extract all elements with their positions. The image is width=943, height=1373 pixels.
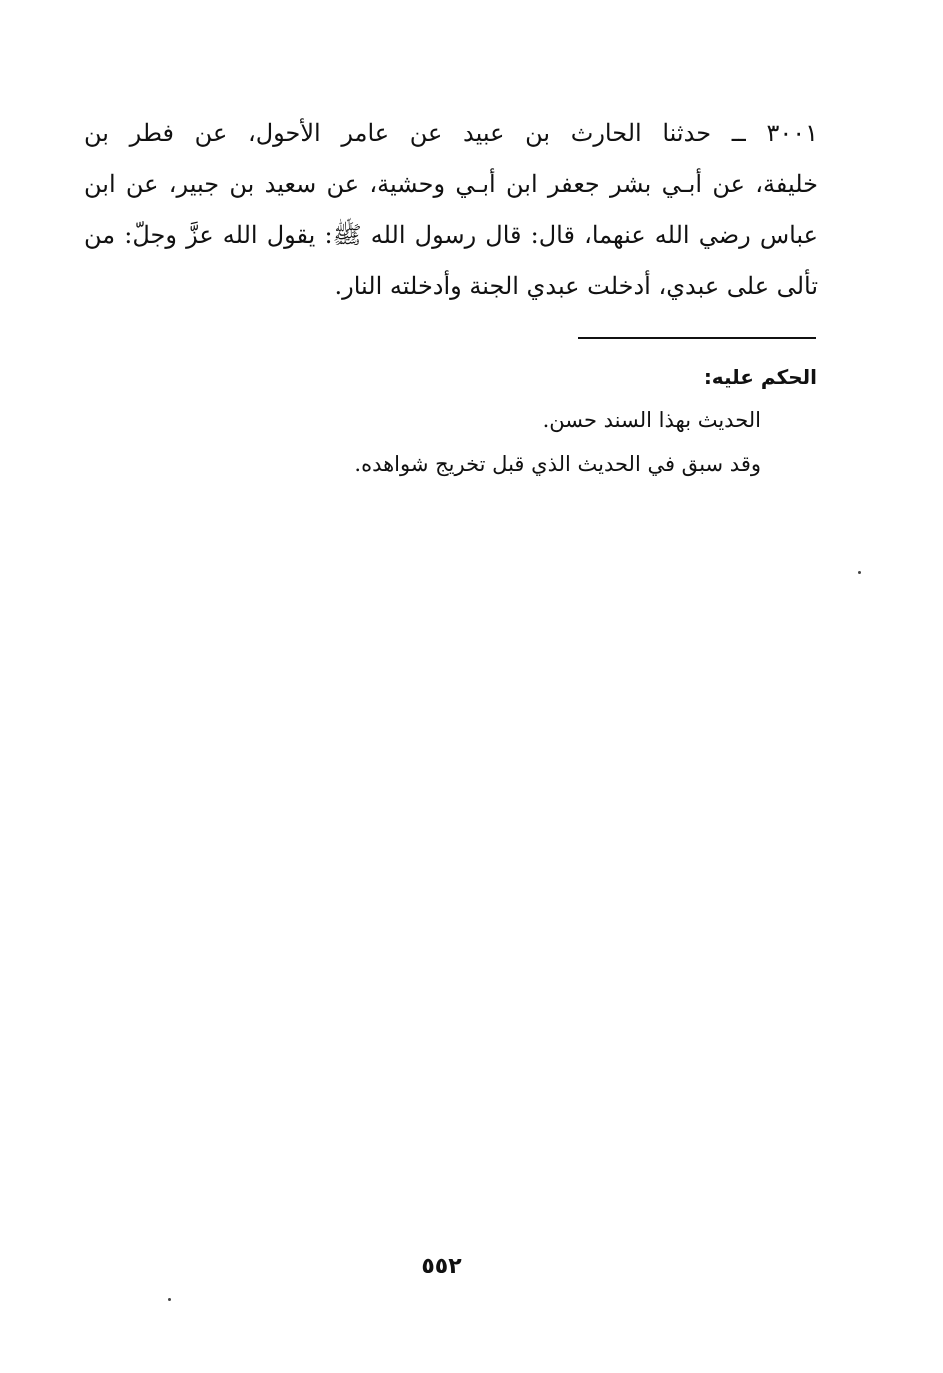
hadith-line-3: عباس رضي الله عنهما، قال: قال رسول الله ﷺ: يقول الله عزَّ وجلّ: من (84, 221, 818, 249)
hadith-text (84, 108, 818, 312)
page-number: ٥٥٢ (421, 1254, 462, 1279)
ruling-line-2: وقد سبق في الحديث الذي قبل تخريج شواهده. (354, 452, 761, 476)
hadith-line-4: تألى على عبدي، أدخلت عبدي الجنة وأدخلته النار. (334, 272, 818, 300)
section-divider (578, 337, 816, 339)
hadith-line-1: ٣٠٠١ ــ حدثنا الحارث بن عبيد عن عامر الأحول، عن فطر بن (84, 119, 818, 147)
scan-speck (858, 571, 861, 574)
ruling-line-1: الحديث بهذا السند حسن. (542, 408, 761, 432)
scan-speck (168, 1298, 171, 1301)
ruling-heading: الحكم عليه: (703, 365, 817, 389)
hadith-line-2: خليفة، عن أبـي بشر جعفر ابن أبـي وحشية، عن سعيد بن جبير، عن ابن (84, 170, 818, 198)
